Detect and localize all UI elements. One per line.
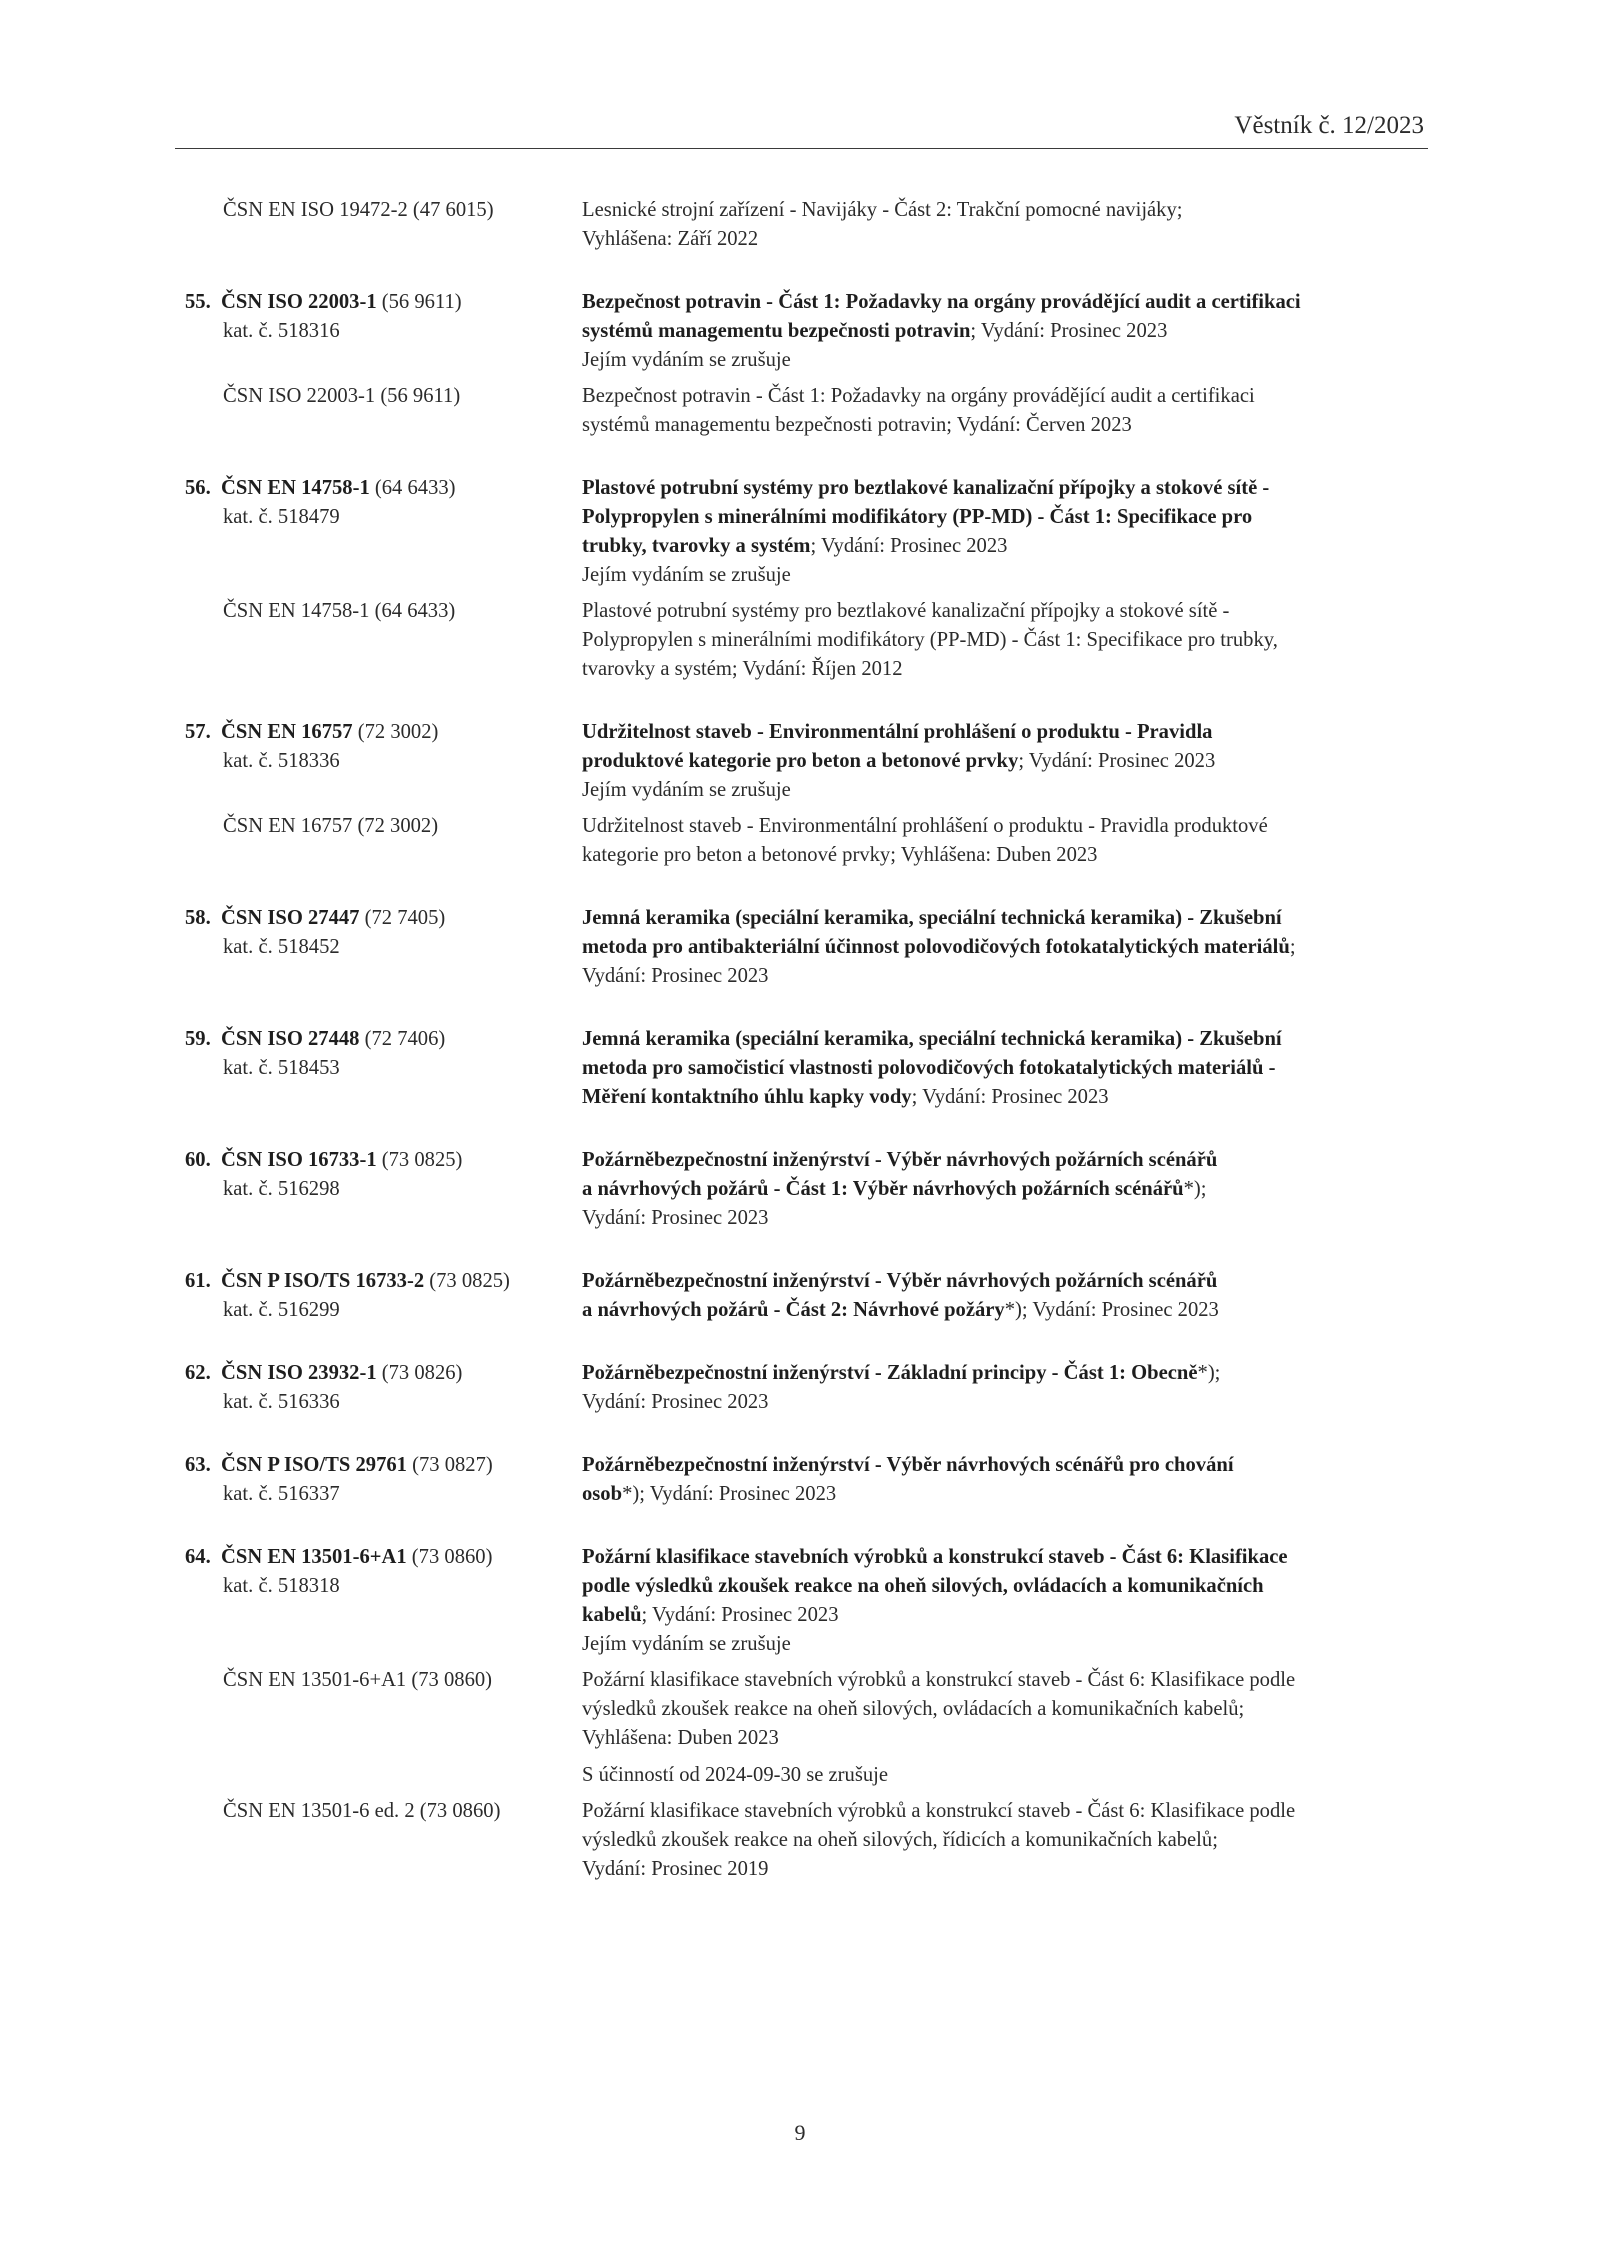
standard-code: ČSN ISO 27448 xyxy=(221,1028,360,1050)
catalog-number: kat. č. 518479 xyxy=(223,506,340,528)
description-line xyxy=(582,382,1433,411)
standard-designation xyxy=(185,1267,582,1325)
standard-entry xyxy=(185,474,1435,684)
designation-line xyxy=(185,474,582,503)
standard-description xyxy=(582,812,1435,870)
entry-number: 57. xyxy=(185,721,211,743)
standard-code: ČSN ISO 22003-1 (56 9611) xyxy=(223,385,461,407)
info-text: výsledků zkoušek reakce na oheň silových, ovládacích a komunikačních kabelů; xyxy=(582,1698,1245,1720)
standard-description xyxy=(582,1797,1435,1884)
info-text: Plastové potrubní systémy pro beztlakové kanalizační přípojky a stokové sítě - xyxy=(582,600,1230,622)
description-line xyxy=(582,655,1433,684)
catalog-number: kat. č. 518336 xyxy=(223,750,340,772)
standard-designation xyxy=(185,718,582,776)
designation-line xyxy=(185,1267,582,1296)
description-line xyxy=(582,1175,1433,1204)
catalog-number: kat. č. 516298 xyxy=(223,1178,340,1200)
description-line xyxy=(582,225,1433,254)
catalog-number: kat. č. 516336 xyxy=(223,1391,340,1413)
info-text: *); Vydání: Prosinec 2023 xyxy=(622,1483,837,1505)
standard-description xyxy=(582,718,1435,805)
standard-code: ČSN EN 14758-1 xyxy=(221,477,370,499)
standard-description xyxy=(582,597,1435,684)
related-standard-row xyxy=(185,1666,1435,1790)
standard-designation xyxy=(185,196,582,225)
new-standard-row xyxy=(185,904,1435,991)
new-standard-row xyxy=(185,1267,1435,1325)
title-text: Polypropylen s minerálními modifikátory (PP-MD) - Část 1: Specifikace pro xyxy=(582,506,1253,528)
bulletin-title: Věstník č. 12/2023 xyxy=(1234,112,1424,139)
entry-number: 64. xyxy=(185,1546,211,1568)
standard-code: ČSN EN 13501-6+A1 (73 0860) xyxy=(223,1669,493,1691)
standard-code: ČSN P ISO/TS 16733-2 xyxy=(221,1270,425,1292)
catalog-number: kat. č. 518316 xyxy=(223,320,340,342)
title-text: podle výsledků zkoušek reakce na oheň silových, ovládacích a komunikačních xyxy=(582,1575,1264,1597)
description-line xyxy=(582,1146,1433,1175)
description-line xyxy=(582,1630,1433,1659)
standard-entry xyxy=(185,1543,1435,1884)
description-line xyxy=(582,411,1433,440)
description-line xyxy=(582,532,1433,561)
designation-line xyxy=(185,1146,582,1175)
title-text: Bezpečnost potravin - Část 1: Požadavky na orgány provádějící audit a certifikaci xyxy=(582,291,1301,313)
info-text: Vydání: Prosinec 2023 xyxy=(582,1207,769,1229)
entry-number: 58. xyxy=(185,907,211,929)
info-text: Vyhlášena: Duben 2023 xyxy=(582,1727,779,1749)
standard-class-number: (72 3002) xyxy=(352,721,439,743)
info-text: *); xyxy=(1183,1178,1207,1200)
description-line xyxy=(582,812,1433,841)
description-line xyxy=(582,1543,1433,1572)
standard-class-number: (72 7406) xyxy=(359,1028,446,1050)
designation-line xyxy=(185,1451,582,1480)
standard-entry xyxy=(185,196,1435,254)
standard-designation xyxy=(185,1543,582,1601)
info-text: Polypropylen s minerálními modifikátory (PP-MD) - Část 1: Specifikace pro trubky, xyxy=(582,629,1278,651)
description-line xyxy=(582,904,1433,933)
standard-designation xyxy=(185,1025,582,1083)
standard-entry xyxy=(185,1451,1435,1509)
designation-line xyxy=(185,1359,582,1388)
description-line xyxy=(582,1826,1433,1855)
info-text: S účinností od 2024-09-30 se zrušuje xyxy=(582,1764,889,1786)
standard-class-number: (56 9611) xyxy=(376,291,462,313)
title-text: Jemná keramika (speciální keramika, speciální technická keramika) - Zkušební xyxy=(582,1028,1282,1050)
standard-code: ČSN EN 13501-6 ed. 2 (73 0860) xyxy=(223,1800,501,1822)
description-line xyxy=(582,1054,1433,1083)
info-text: ; Vydání: Prosinec 2023 xyxy=(970,320,1168,342)
description-line xyxy=(582,841,1433,870)
title-text: Požární klasifikace stavebních výrobků a konstrukcí staveb - Část 6: Klasifikace xyxy=(582,1546,1288,1568)
description-line xyxy=(582,1359,1433,1388)
designation-line xyxy=(185,1543,582,1572)
description-line xyxy=(582,1761,1433,1790)
description-line xyxy=(582,747,1433,776)
standard-designation xyxy=(185,288,582,346)
info-text: *); Vydání: Prosinec 2023 xyxy=(1004,1299,1219,1321)
info-text: systémů managementu bezpečnosti potravin; Vydání: Červen 2023 xyxy=(582,414,1132,436)
title-text: Požárněbezpečnostní inženýrství - Základní principy - Část 1: Obecně xyxy=(582,1362,1198,1384)
standard-designation xyxy=(185,597,582,626)
related-standard-row xyxy=(185,1797,1435,1884)
related-standard-row xyxy=(185,597,1435,684)
description-line xyxy=(582,1388,1433,1417)
info-text: ; Vydání: Prosinec 2023 xyxy=(641,1604,839,1626)
catalog-number: kat. č. 518453 xyxy=(223,1057,340,1079)
description-line xyxy=(582,288,1433,317)
title-text: Udržitelnost staveb - Environmentální prohlášení o produktu - Pravidla xyxy=(582,721,1213,743)
designation-line xyxy=(185,904,582,933)
info-text: Vydání: Prosinec 2023 xyxy=(582,1391,769,1413)
standard-code: ČSN EN 14758-1 (64 6433) xyxy=(223,600,456,622)
info-text: Požární klasifikace stavebních výrobků a konstrukcí staveb - Část 6: Klasifikace podle xyxy=(582,1800,1296,1822)
standard-description xyxy=(582,1543,1435,1659)
info-text: ; Vydání: Prosinec 2023 xyxy=(911,1086,1109,1108)
standard-description xyxy=(582,382,1435,440)
catalog-number: kat. č. 516299 xyxy=(223,1299,340,1321)
standard-description xyxy=(582,474,1435,590)
entry-number: 62. xyxy=(185,1362,211,1384)
standard-entry xyxy=(185,718,1435,870)
standard-description xyxy=(582,904,1435,991)
info-text: Požární klasifikace stavebních výrobků a konstrukcí staveb - Část 6: Klasifikace podle xyxy=(582,1669,1296,1691)
new-standard-row xyxy=(185,1146,1435,1233)
standard-entry xyxy=(185,1146,1435,1233)
description-line xyxy=(582,196,1433,225)
standard-class-number: (73 0860) xyxy=(406,1546,493,1568)
standard-code: ČSN EN 13501-6+A1 xyxy=(221,1546,407,1568)
info-text: Jejím vydáním se zrušuje xyxy=(582,1633,791,1655)
new-standard-row xyxy=(185,1543,1435,1659)
entry-number: 59. xyxy=(185,1028,211,1050)
title-text: Jemná keramika (speciální keramika, speciální technická keramika) - Zkušební xyxy=(582,907,1282,929)
standard-entry xyxy=(185,1267,1435,1325)
description-line xyxy=(582,933,1433,962)
standard-description xyxy=(582,1267,1435,1325)
info-text: Jejím vydáním se zrušuje xyxy=(582,349,791,371)
standard-class-number: (73 0825) xyxy=(376,1149,463,1171)
description-line xyxy=(582,474,1433,503)
description-line xyxy=(582,1572,1433,1601)
standard-description xyxy=(582,196,1435,254)
title-text: osob xyxy=(582,1483,623,1505)
related-standard-row xyxy=(185,196,1435,254)
standard-class-number: (72 7405) xyxy=(359,907,446,929)
info-text: *); xyxy=(1197,1362,1221,1384)
info-text: Vyhlášena: Září 2022 xyxy=(582,228,759,250)
description-line xyxy=(582,1695,1433,1724)
standard-code: ČSN EN ISO 19472-2 (47 6015) xyxy=(223,199,494,221)
standard-class-number: (64 6433) xyxy=(369,477,456,499)
title-text: Požárněbezpečnostní inženýrství - Výběr návrhových požárních scénářů xyxy=(582,1149,1218,1171)
standard-code: ČSN P ISO/TS 29761 xyxy=(221,1454,407,1476)
description-line xyxy=(582,317,1433,346)
catalog-number: kat. č. 518452 xyxy=(223,936,340,958)
info-text: ; xyxy=(1289,936,1296,958)
info-text: tvarovky a systém; Vydání: Říjen 2012 xyxy=(582,658,903,680)
info-text: ; Vydání: Prosinec 2023 xyxy=(1018,750,1216,772)
standards-list xyxy=(185,196,1435,1918)
description-line xyxy=(582,1666,1433,1695)
standard-designation xyxy=(185,904,582,962)
description-line xyxy=(582,1204,1433,1233)
info-text: Jejím vydáním se zrušuje xyxy=(582,779,791,801)
standard-code: ČSN EN 16757 (72 3002) xyxy=(223,815,439,837)
catalog-number: kat. č. 518318 xyxy=(223,1575,340,1597)
related-standard-row xyxy=(185,382,1435,440)
standard-entry xyxy=(185,288,1435,440)
title-text: trubky, tvarovky a systém xyxy=(582,535,811,557)
title-text: a návrhových požárů - Část 2: Návrhové požáry xyxy=(582,1299,1005,1321)
standard-class-number: (73 0826) xyxy=(376,1362,463,1384)
standard-designation xyxy=(185,1146,582,1204)
description-line xyxy=(582,561,1433,590)
info-text: Vydání: Prosinec 2019 xyxy=(582,1858,769,1880)
standard-code: ČSN EN 16757 xyxy=(221,721,353,743)
description-line xyxy=(582,1797,1433,1826)
title-text: metoda pro antibakteriální účinnost polovodičových fotokatalytických materiálů xyxy=(582,936,1290,958)
standard-entry xyxy=(185,904,1435,991)
entry-number: 56. xyxy=(185,477,211,499)
standard-class-number: (73 0825) xyxy=(424,1270,510,1292)
standard-designation xyxy=(185,1666,582,1695)
related-standard-row xyxy=(185,812,1435,870)
new-standard-row xyxy=(185,718,1435,805)
standard-entry xyxy=(185,1025,1435,1112)
standard-designation xyxy=(185,1359,582,1417)
description-line xyxy=(582,503,1433,532)
standard-designation xyxy=(185,812,582,841)
info-text: kategorie pro beton a betonové prvky; Vyhlášena: Duben 2023 xyxy=(582,844,1098,866)
standard-description xyxy=(582,1451,1435,1509)
description-line xyxy=(582,1451,1433,1480)
designation-line xyxy=(185,288,582,317)
description-line xyxy=(582,776,1433,805)
description-line xyxy=(582,346,1433,375)
title-text: systémů managementu bezpečnosti potravin xyxy=(582,320,971,342)
new-standard-row xyxy=(185,1359,1435,1417)
standard-code: ČSN ISO 16733-1 xyxy=(221,1149,377,1171)
info-text: výsledků zkoušek reakce na oheň silových, řídicích a komunikačních kabelů; xyxy=(582,1829,1218,1851)
designation-line xyxy=(185,718,582,747)
standard-code: ČSN ISO 22003-1 xyxy=(221,291,377,313)
entry-number: 63. xyxy=(185,1454,211,1476)
standard-designation xyxy=(185,474,582,532)
title-text: Plastové potrubní systémy pro beztlakové kanalizační přípojky a stokové sítě - xyxy=(582,477,1270,499)
title-text: Požárněbezpečnostní inženýrství - Výběr návrhových scénářů pro chování xyxy=(582,1454,1234,1476)
title-text: metoda pro samočisticí vlastnosti polovodičových fotokatalytických materiálů - xyxy=(582,1057,1276,1079)
new-standard-row xyxy=(185,1451,1435,1509)
standard-code: ČSN ISO 23932-1 xyxy=(221,1362,377,1384)
standard-description xyxy=(582,1025,1435,1112)
page-number: 9 xyxy=(794,2120,806,2145)
standard-designation xyxy=(185,1451,582,1509)
standard-class-number: (73 0827) xyxy=(406,1454,493,1476)
description-line xyxy=(582,1855,1433,1884)
description-line xyxy=(582,1724,1433,1753)
standard-designation xyxy=(185,1797,582,1826)
new-standard-row xyxy=(185,1025,1435,1112)
description-line xyxy=(582,597,1433,626)
description-line xyxy=(582,718,1433,747)
description-line xyxy=(582,1083,1433,1112)
standard-description xyxy=(582,288,1435,375)
title-text: kabelů xyxy=(582,1604,642,1626)
info-text: Udržitelnost staveb - Environmentální prohlášení o produktu - Pravidla produktové xyxy=(582,815,1268,837)
standard-entry xyxy=(185,1359,1435,1417)
description-line xyxy=(582,1267,1433,1296)
title-text: a návrhových požárů - Část 1: Výběr návrhových požárních scénářů xyxy=(582,1178,1184,1200)
entry-number: 55. xyxy=(185,291,211,313)
standard-code: ČSN ISO 27447 xyxy=(221,907,360,929)
standard-description xyxy=(582,1666,1435,1790)
entry-number: 60. xyxy=(185,1149,211,1171)
standard-description xyxy=(582,1146,1435,1233)
info-text: Bezpečnost potravin - Část 1: Požadavky na orgány provádějící audit a certifikaci xyxy=(582,385,1255,407)
description-line xyxy=(582,1601,1433,1630)
description-line xyxy=(582,1296,1433,1325)
info-text: Lesnické strojní zařízení - Navijáky - Část 2: Trakční pomocné navijáky; xyxy=(582,199,1183,221)
title-text: Požárněbezpečnostní inženýrství - Výběr návrhových požárních scénářů xyxy=(582,1270,1218,1292)
title-text: produktové kategorie pro beton a betonové prvky xyxy=(582,750,1019,772)
standard-designation xyxy=(185,382,582,411)
designation-line xyxy=(185,1025,582,1054)
description-line xyxy=(582,962,1433,991)
info-text: ; Vydání: Prosinec 2023 xyxy=(810,535,1008,557)
description-line xyxy=(582,626,1433,655)
new-standard-row xyxy=(185,474,1435,590)
title-text: Měření kontaktního úhlu kapky vody xyxy=(582,1086,912,1108)
page-header xyxy=(175,112,1428,149)
info-text: Jejím vydáním se zrušuje xyxy=(582,564,791,586)
catalog-number: kat. č. 516337 xyxy=(223,1483,340,1505)
description-line xyxy=(582,1025,1433,1054)
standard-description xyxy=(582,1359,1435,1417)
info-text: Vydání: Prosinec 2023 xyxy=(582,965,769,987)
new-standard-row xyxy=(185,288,1435,375)
entry-number: 61. xyxy=(185,1270,211,1292)
description-line xyxy=(582,1480,1433,1509)
